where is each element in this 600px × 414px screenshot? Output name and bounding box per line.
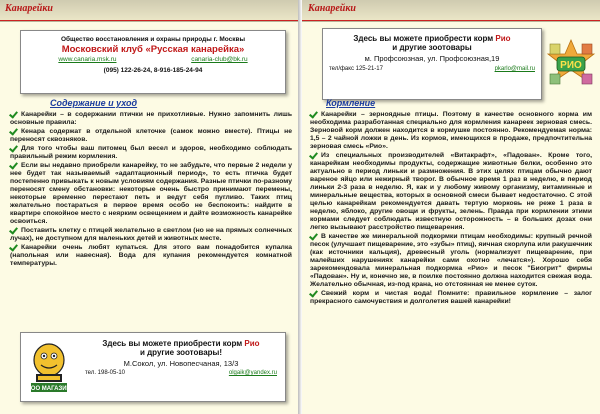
rio-shop-line1: Здесь вы можете приобрести корм Рио — [353, 34, 511, 43]
checkmark-icon — [10, 127, 19, 134]
checkmark-icon — [310, 289, 319, 296]
checkmark-icon — [310, 110, 319, 117]
checkmark-icon — [10, 226, 19, 233]
care-text — [10, 110, 292, 268]
checkmark-icon — [10, 161, 19, 168]
feeding-paragraph: Канарейки – зерноядные птицы. Поэтому в качестве основного корма им необходима разработанная специально для кормления канареек зерновая смесь. Зерновой корм должен находится в кормушке постоянно. Рекомендуемая норма: 1,5 – 2 чайной ложки в день. Из кормов, имеющихся в продаже, предпочтительна зерновая смесь «Рио». — [310, 111, 592, 150]
org-name: Общество восстановления и охраны природы г. Москвы — [60, 36, 246, 43]
rio-shop-email-link[interactable]: pkarlo@mail.ru — [494, 66, 535, 72]
club-links — [21, 56, 285, 63]
rio-shop-tel: тел/факс 125-21-17 — [329, 66, 383, 72]
checkmark-icon — [10, 110, 19, 117]
rio-brand: Рио — [244, 339, 260, 348]
club-info-box — [20, 30, 286, 94]
checkmark-icon — [310, 151, 319, 158]
right-header-divider — [302, 20, 600, 21]
rio-logo-icon — [544, 38, 598, 90]
care-paragraph: Канарейки очень любят купаться. Для этого вам понадобится купалка (напольная или навесная). Вода для купания рекомендуется комнатной температуры. — [10, 244, 292, 267]
left-page — [0, 0, 298, 414]
right-page-header: Канарейки — [308, 3, 356, 14]
club-site-link[interactable]: www.canaria.msk.ru — [58, 56, 117, 63]
zoo-shop-email-link[interactable]: olgaik@yandex.ru — [228, 370, 277, 376]
feeding-text — [310, 110, 592, 306]
zoo-shop-tel: тел. 198-05-10 — [85, 370, 126, 376]
zoo-shop-line2: и другие зоотовары! — [139, 348, 223, 357]
feeding-paragraph: Из специальных производителей «Витакрафт», «Падован». Кроме того, канарейкам необходимы продукты, содержащие животные белки, особенно это актуально в период линьки и размножения. В этих целях птицам обычно дают вареное яйцо или нежирный творог. В обычное время 1 раз в неделю, в период линьки 2-3 раза в неделю. Я, как и у любому живому организму, витаминные и минеральные вещества, которых в основной смеси бывает недостаточно. С этой целью канарейкам рекомендуется давать тертую морковь не реже 1 раза в неделю, яблоко, другие овощи и фрукты, зелень. Правда при кормлении этими кормами следует соблюдать известную осторожность – в больших дозах они легко вызывают расстройство пищеварения. — [310, 152, 592, 231]
rio-shop-address: м. Профсоюзная, ул. Профсоюзная,19 — [364, 54, 500, 63]
left-header-divider — [0, 20, 298, 21]
zoo-shop-line1: Здесь вы можете приобрести корм Рио — [102, 339, 260, 348]
section-title-care: Содержание и уход — [50, 98, 138, 108]
club-phones: (095) 122-26-24, 8-916-185-24-94 — [103, 67, 203, 74]
care-paragraph: Канарейки – в содержании птички не прихотливые. Нужно запомнить лишь основные правила: — [10, 111, 292, 126]
rio-logo-text: РИО — [560, 60, 582, 71]
club-email-link[interactable]: canaria-club@bk.ru — [191, 56, 248, 63]
rio-shop-box — [322, 28, 542, 100]
zoo-shop-logo-icon — [27, 340, 71, 394]
zoo-shop-contacts — [81, 370, 281, 376]
feeding-paragraph: В качестве же минеральной подкормки птицам необходимы: крупный речной песок (улучшает пищеварение, это «зубы» птиц), яичная скорлупа или ракушечник (как источники кальция), древесный уголь (нормализует пищеварение, при малейших нарушениях канарейки сами охотно «лечатся»). Хорошо себя зарекомендовала минеральная подкормка «Рио» и песок "Биогрит" фирмы «Падован». Ну и, конечно же, в поилке постоянно должна находится свежая вода. Желательно обычная, из-под крана, но отстоянная не менее суток. — [310, 233, 592, 288]
zoo-shop-text — [81, 339, 281, 376]
checkmark-icon — [310, 232, 319, 239]
left-page-header: Канарейки — [5, 3, 53, 14]
care-paragraph: Поставить клетку с птицей желательно в светлом (но не на прямых солнечных лучах), не доступном для маленьких детей и животных месте. — [10, 227, 292, 242]
care-paragraph: Если вы недавно приобрели канарейку, то не забудьте, что первые 2 недели у нее будет так называемый «адаптационный период», то есть птичка будет постепенно привыкать к новым условиям содержания. Разные птички по-разному переносят смену обстановки: некоторые очень быстро принимают перемены, некоторые временно перестают петь и ведут себя пугливо. Таких птиц желательно постараться в первое время особо не беспокоить: найдите в квартире спокойное место с неярким освещением и дайте возможность канарейке освоиться. — [10, 162, 292, 225]
right-page — [302, 0, 600, 414]
checkmark-icon — [10, 243, 19, 250]
rio-shop-contacts — [323, 66, 541, 72]
rio-brand: Рио — [495, 34, 511, 43]
checkmark-icon — [10, 144, 19, 151]
club-name: Московский клуб «Русская канарейка» — [61, 44, 245, 55]
care-paragraph: Кенара содержат в отдельной клеточке (самок можно вместе). Птицы не переносят сквозняков. — [10, 128, 292, 143]
care-paragraph: Для того чтобы ваш питомец был весел и здоров, необходимо соблюдать правильный режим кормления. — [10, 145, 292, 160]
zoo-logo-text: ЗОО МАГАЗИН — [27, 386, 71, 392]
rio-shop-line2: и другие зоотовары — [392, 43, 472, 52]
zoo-shop-box — [20, 332, 286, 402]
zoo-shop-address: М.Сокол, ул. Новопесчаная, 13/3 — [123, 359, 239, 368]
section-title-feeding: Кормление — [326, 98, 376, 108]
feeding-paragraph: Свежий корм и чистая вода! Помните: правильное кормление – залог прекрасного самочувствия и долголетия вашей канарейки! — [310, 290, 592, 305]
